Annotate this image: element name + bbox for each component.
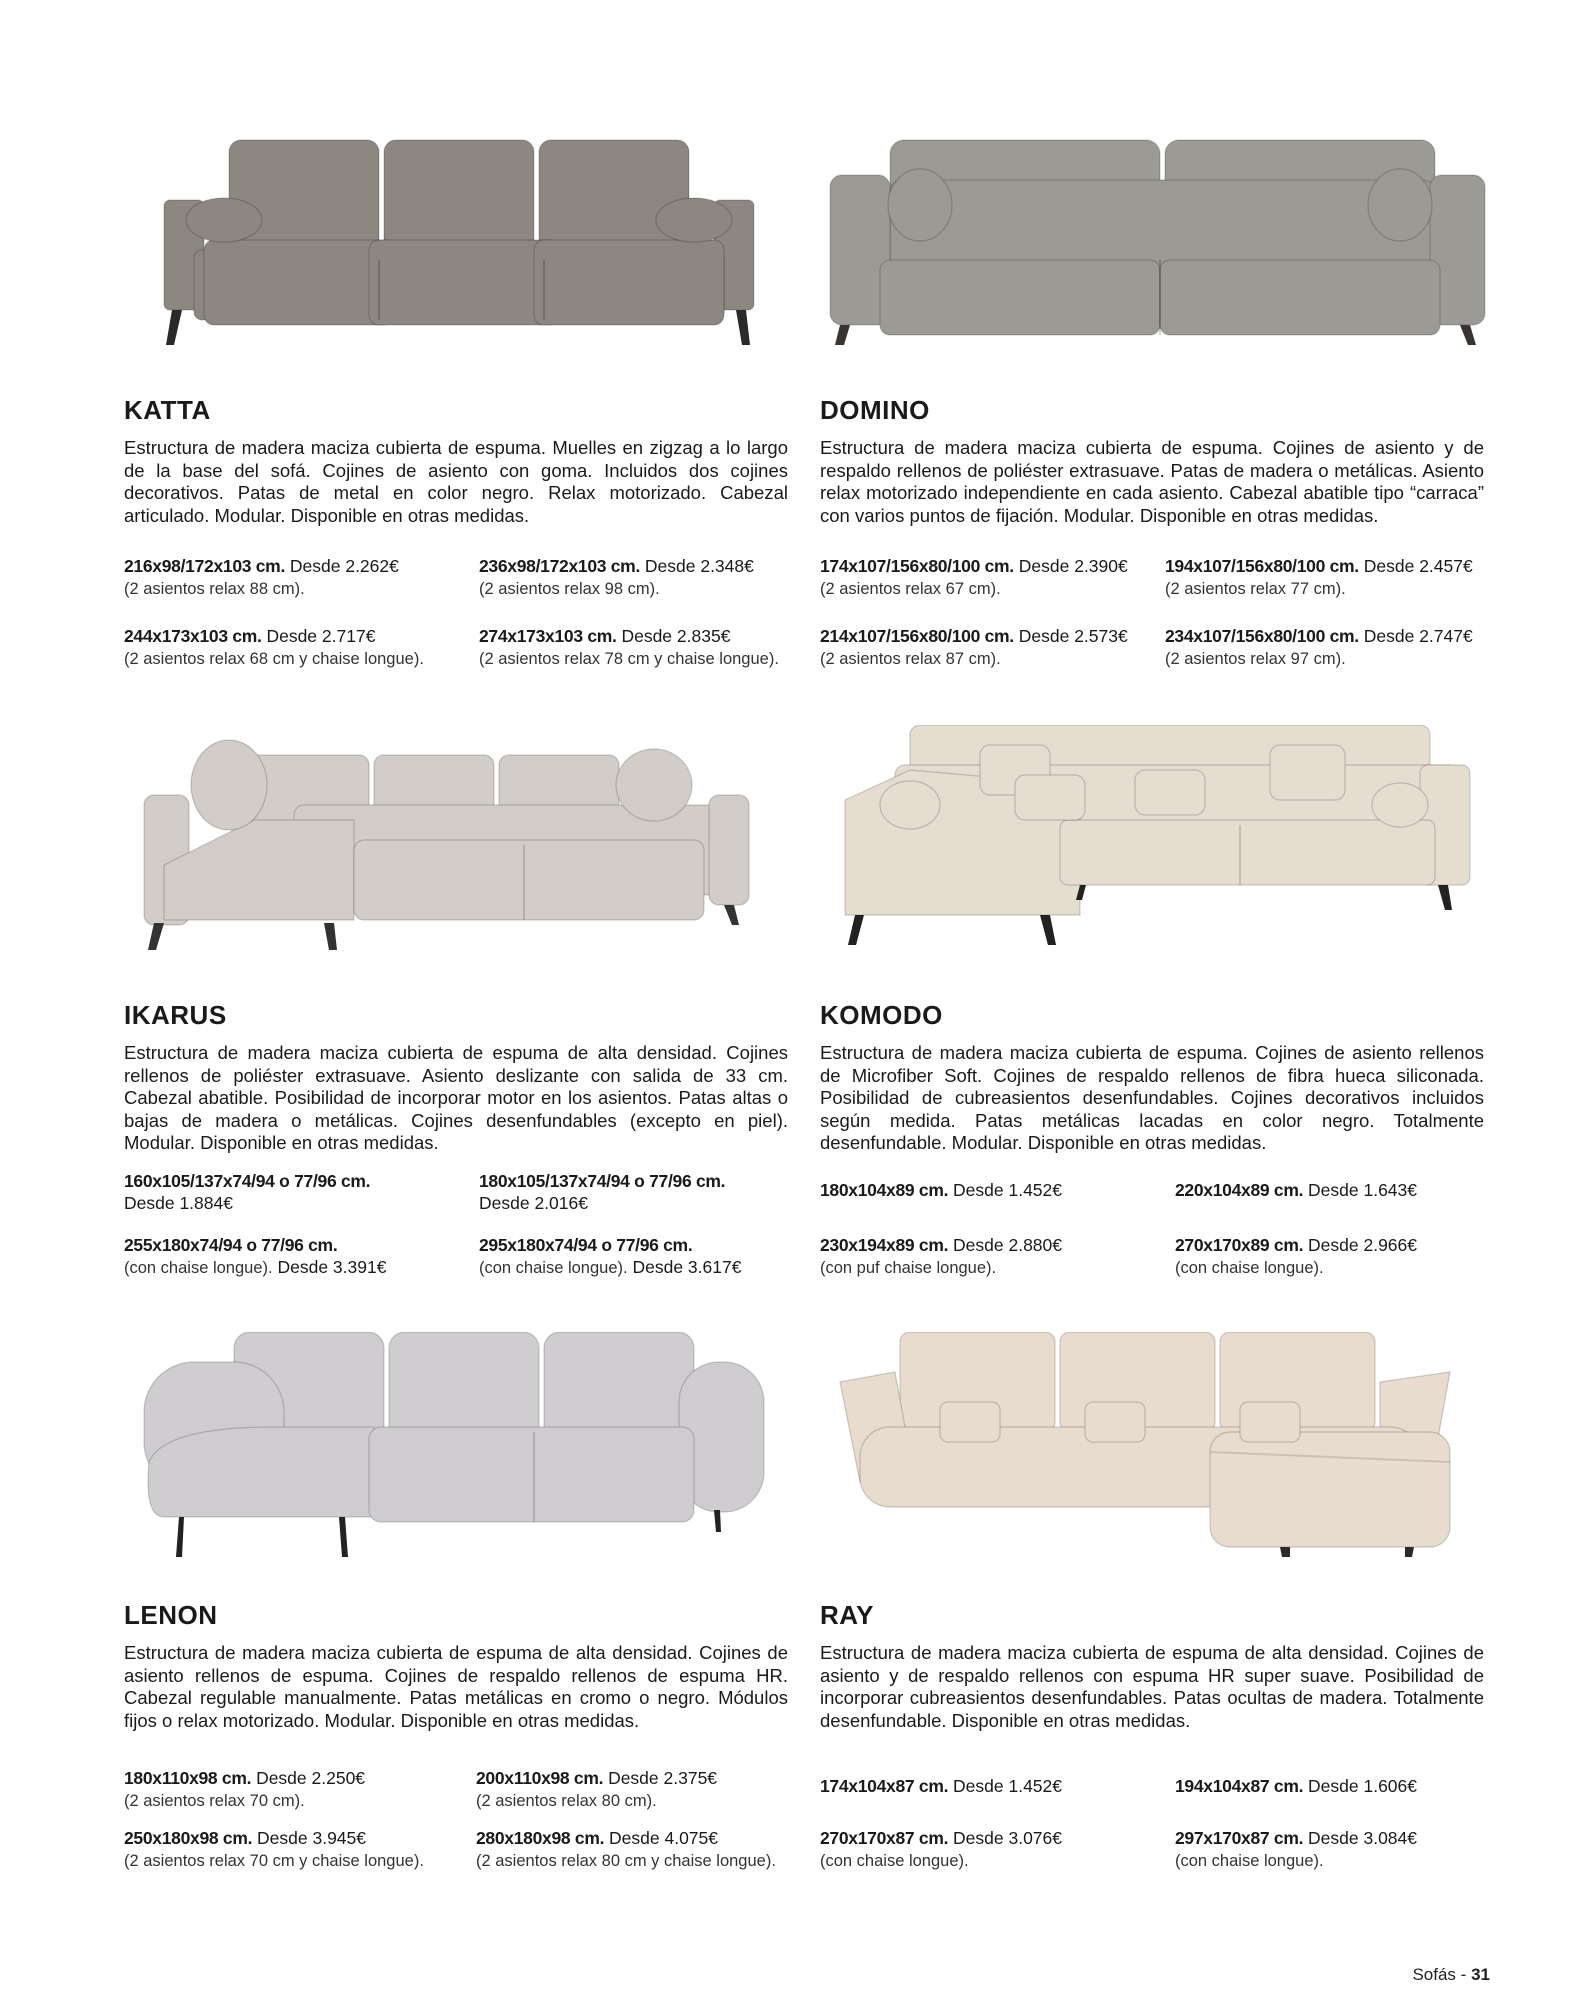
katta-sofa-image [124,120,792,345]
product-name: LENON [124,1600,218,1630]
variant-item: 270x170x87 cm. Desde 3.076€ (con chaise longue). [820,1828,1063,1870]
variant-item: 230x194x89 cm. Desde 2.880€ (con puf chaise longue). [820,1235,1063,1277]
variant-item: 244x173x103 cm. Desde 2.717€ (2 asientos relax 68 cm y chaise longue). [124,626,424,668]
product-description: Estructura de madera maciza cubierta de espuma de alta densidad. Cojines de asiento rellenos de espuma. Cojines de respaldo rellenos de espuma HR. Cabezal regulable manualmente. Patas metálicas en cromo o negro. Módulos fijos o relax motorizado. Modular. Disponible en otras medidas. [124,1642,788,1731]
product-description: Estructura de madera maciza cubierta de espuma. Cojines de asiento rellenos de Microfiber Soft. Cojines de respaldo rellenos de fibra hueca siliconada. Posibilidad de cubreasientos desenfundables. Cojines decorativos incluidos según medida. Patas metálicas lacadas en color negro. Totalmente desenfundable. Modular. Disponible en otras medidas. [820,1042,1484,1153]
variant-item: 270x170x89 cm. Desde 2.966€ (con chaise longue). [1175,1235,1418,1277]
product-name: RAY [820,1600,875,1630]
variant-item: 214x107/156x80/100 cm. Desde 2.573€ (2 asientos relax 87 cm). [820,626,1128,668]
sofa-illustration-komodo [820,725,1488,950]
variant-item: 180x104x89 cm. Desde 1.452€ [820,1180,1063,1200]
product-name: IKARUS [124,1000,227,1030]
sofa-illustration-ikarus [124,725,792,950]
product-name: KOMODO [820,1000,943,1030]
product-description: Estructura de madera maciza cubierta de espuma. Muelles en zigzag a lo largo de la base del sofá. Cojines de asiento con goma. Incluidos dos cojines decorativos. Patas de metal en color negro. Relax motorizado. Cabezal articulado. Modular. Disponible en otras medidas. [124,437,788,526]
variant-item: 297x170x87 cm. Desde 3.084€ (con chaise longue). [1175,1828,1418,1870]
variant-item: 274x173x103 cm. Desde 2.835€ (2 asientos relax 78 cm y chaise longue). [479,626,779,668]
variant-item: 174x104x87 cm. Desde 1.452€ [820,1776,1063,1796]
ray-sofa-image [820,1332,1488,1557]
sofa-illustration-domino [820,120,1488,345]
sofa-illustration-lenon [124,1332,792,1557]
product-name: KATTA [124,395,211,425]
sofa-illustration-katta [124,120,792,345]
page-footer [1412,1965,1490,1985]
variant-item: 216x98/172x103 cm. Desde 2.262€ (2 asientos relax 88 cm). [124,556,399,598]
variant-item: 160x105/137x74/94 o 77/96 cm. Desde 1.884€ [124,1171,371,1213]
variant-item: 280x180x98 cm. Desde 4.075€ (2 asientos relax 80 cm y chaise longue). [476,1828,776,1870]
variant-item: 220x104x89 cm. Desde 1.643€ [1175,1180,1418,1200]
variant-item: 234x107/156x80/100 cm. Desde 2.747€ (2 asientos relax 97 cm). [1165,626,1473,668]
variant-item: 236x98/172x103 cm. Desde 2.348€ (2 asientos relax 98 cm). [479,556,754,598]
variant-item: 180x110x98 cm. Desde 2.250€ (2 asientos relax 70 cm). [124,1768,366,1810]
product-description: Estructura de madera maciza cubierta de espuma de alta densidad. Cojines de asiento y de respaldo rellenos con espuma HR super suave. Posibilidad de incorporar cubreasientos desenfundables. Patas ocultas de madera. Totalmente desenfundable. Disponible en otras medidas. [820,1642,1484,1731]
variant-item: 180x105/137x74/94 o 77/96 cm. Desde 2.016€ [479,1171,726,1213]
variant-item: 194x104x87 cm. Desde 1.606€ [1175,1776,1418,1796]
product-name: DOMINO [820,395,930,425]
product-description: Estructura de madera maciza cubierta de espuma. Cojines de asiento y de respaldo rellenos de poliéster extrasuave. Patas de madera o metálicas. Asiento relax motorizado independiente en cada asiento. Cabezal abatible tipo “carraca” con varios puntos de fijación. Modular. Disponible en otras medidas. [820,437,1484,526]
variant-item: 194x107/156x80/100 cm. Desde 2.457€ (2 asientos relax 77 cm). [1165,556,1473,598]
sofa-illustration-ray [820,1332,1488,1557]
variant-item: 174x107/156x80/100 cm. Desde 2.390€ (2 asientos relax 67 cm). [820,556,1128,598]
variant-item: 250x180x98 cm. Desde 3.945€ (2 asientos relax 70 cm y chaise longue). [124,1828,424,1870]
product-description: Estructura de madera maciza cubierta de espuma de alta densidad. Cojines rellenos de poliéster extrasuave. Asiento deslizante con salida de 33 cm. Cabezal abatible. Posibilidad de incorporar motor en los asientos. Patas altas o bajas de madera o metálicas. Cojines desenfundables (excepto en piel). Modular. Disponible en otras medidas. [124,1042,788,1153]
page-number: 31 [1471,1965,1490,1984]
lenon-sofa-image [124,1332,792,1557]
footer-separator: - [1460,1965,1467,1984]
variant-item: 255x180x74/94 o 77/96 cm. (con chaise longue). Desde 3.391€ [124,1235,387,1277]
komodo-sofa-image [820,725,1488,950]
ikarus-sofa-image [124,725,792,950]
section-label: Sofás [1412,1965,1456,1984]
domino-sofa-image [820,120,1488,345]
variant-item: 200x110x98 cm. Desde 2.375€ (2 asientos relax 80 cm). [476,1768,718,1810]
variant-item: 295x180x74/94 o 77/96 cm. (con chaise longue). Desde 3.617€ [479,1235,742,1277]
